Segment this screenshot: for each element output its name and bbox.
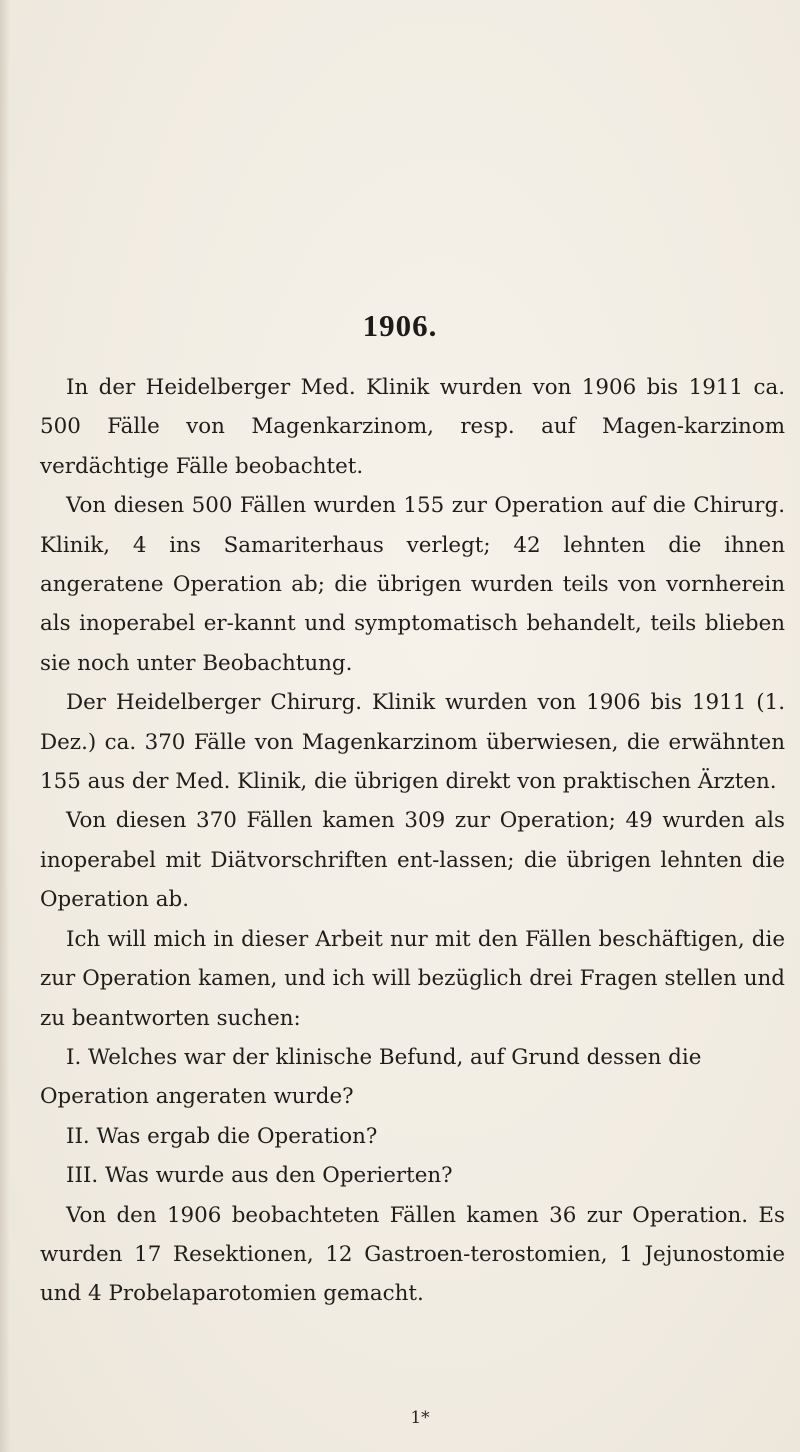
paragraph-3: Der Heidelberger Chirurg. Klinik wurden von 1906 bis 1911 (1. Dez.) ca. 370 Fälle von Magenkarzinom überwiesen, die erwähnten 155 aus der Med. Klinik, die übrigen direkt von praktischen Ärzten. xyxy=(40,690,785,795)
paragraph-4: Von diesen 370 Fällen kamen 309 zur Operation; 49 wurden als inoperabel mit Diätvorschriften ent-lassen; die übrigen lehnten die Operation ab. xyxy=(40,808,785,913)
question-1: I. Welches war der klinische Befund, auf Grund dessen die Operation angeraten wurde? xyxy=(40,1044,702,1110)
question-3: III. Was wurde aus den Operierten? xyxy=(66,1163,453,1189)
section-heading: 1906. xyxy=(362,308,438,343)
page-edge-shadow xyxy=(0,0,10,1452)
signature-mark: 1* xyxy=(410,1408,430,1428)
question-2: II. Was ergab die Operation? xyxy=(66,1123,378,1149)
paragraph-5: Ich will mich in dieser Arbeit nur mit den Fällen beschäftigen, die zur Operation kamen, und ich will bezüglich drei Fragen stellen und zu beantworten suchen: xyxy=(40,926,785,1031)
closing-paragraph: Von den 1906 beobachteten Fällen kamen 36 zur Operation. Es wurden 17 Resektionen, 12 Gastroen-terostomien, 1 Jejunostomie und 4 Probelaparotomien gemacht. xyxy=(40,1202,785,1307)
paragraph-2: Von diesen 500 Fällen wurden 155 zur Operation auf die Chirurg. Klinik, 4 ins Samariterhaus verlegt; 42 lehnten die ihnen angeratene Operation ab; die übrigen wurden teils von vornherein als inoperabel er-kannt und symptomatisch behandelt, teils blieben sie noch unter Beobachtung. xyxy=(40,493,785,676)
body-text xyxy=(40,368,785,1314)
paragraph-1: In der Heidelberger Med. Klinik wurden von 1906 bis 1911 ca. 500 Fälle von Magenkarzinom, resp. auf Magen-karzinom verdächtige Fälle beobachtet. xyxy=(40,375,785,479)
